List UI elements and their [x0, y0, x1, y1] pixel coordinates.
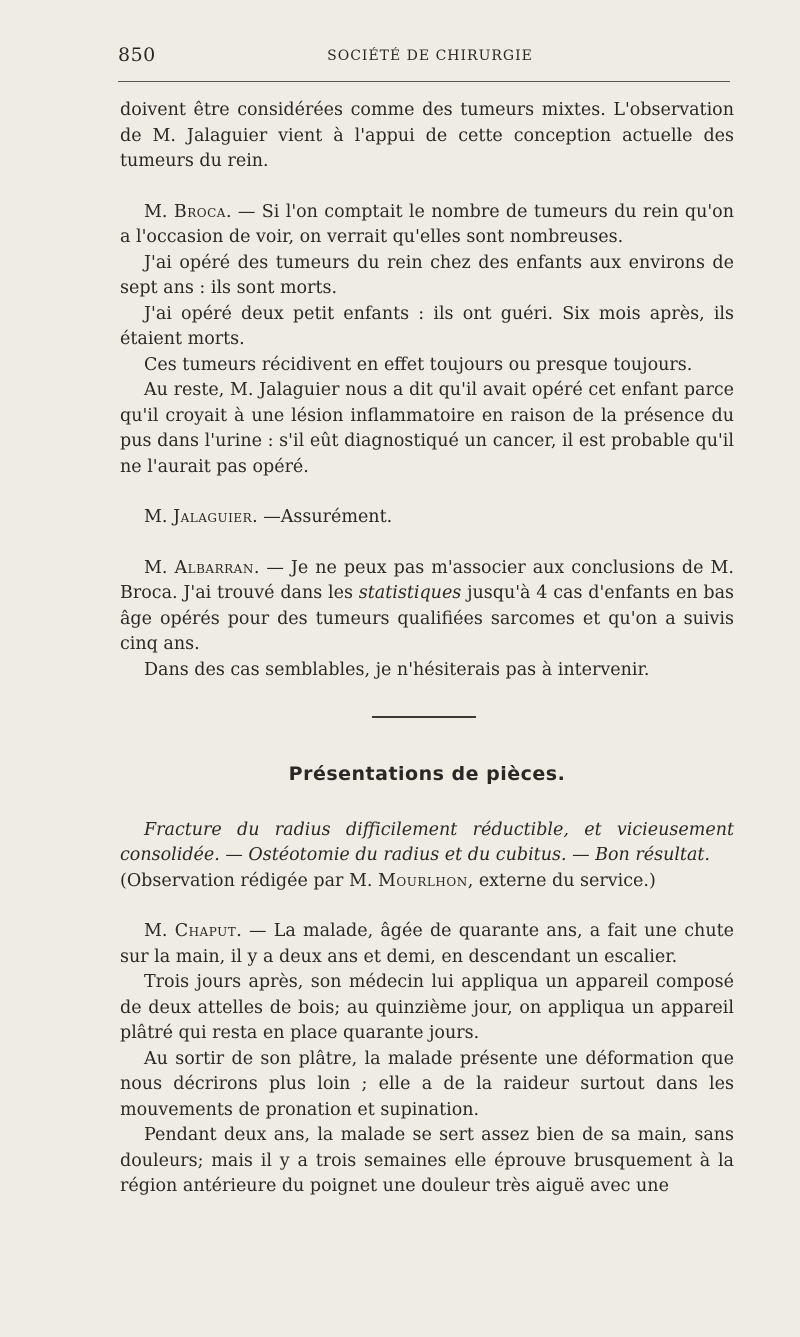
- paragraph: Au sortir de son plâtre, la malade présente une déformation que nous décrirons plus loin ; elle a de la raideur surtout dans les mouvements de pronation et supination.: [120, 1048, 734, 1120]
- page-number: 850: [118, 44, 156, 66]
- paragraph: Ces tumeurs récidivent en effet toujours ou presque toujours.: [144, 354, 693, 375]
- paragraph: J'ai opéré deux petit enfants : ils ont guéri. Six mois après, ils étaient morts.: [120, 303, 734, 349]
- case-heading: [120, 818, 734, 895]
- running-title: SOCIÉTÉ DE CHIRURGIE: [327, 48, 533, 64]
- speaker-name: Albarran: [174, 557, 254, 578]
- speech-text: Si l'on comptait le nombre de tumeurs du rein qu'on a l'occasion de voir, on verrait qu'elles sont nombreuses.: [120, 201, 734, 247]
- paragraph-intro: doivent être considérées comme des tumeurs mixtes. L'observation de M. Jalaguier vient à l'appui de cette conception actuelle des tumeurs du rein.: [120, 100, 734, 171]
- speaker-dash: . —: [253, 557, 291, 578]
- speech-text: La malade, âgée de quarante ans, a fait une chute sur la main, il y a deux ans et demi, en descendant un escalier.: [120, 921, 734, 967]
- section-separator: [372, 716, 476, 718]
- paragraph-chaput: [120, 919, 734, 970]
- italic-term: statistiques: [358, 583, 462, 603]
- speaker-name: Broca: [173, 201, 226, 222]
- speaker-prefix: M.: [144, 507, 168, 527]
- paragraph-jalaguier: [120, 505, 734, 531]
- speaker-prefix: M.: [144, 557, 168, 578]
- page-body: [120, 98, 734, 1200]
- paragraph: Au reste, M. Jalaguier nous a dit qu'il avait opéré cet enfant parce qu'il croyait à une lésion inflammatoire en raison de la présence du pus dans l'urine : s'il eût diagnostiqué un cancer, il est probable qu'il ne l'aurait pas opéré.: [120, 380, 734, 477]
- speaker-prefix: M.: [144, 201, 168, 222]
- speech-text: Je ne peux pas m'associer aux conclusions de M. Broca. J'ai trouvé dans les: [120, 557, 734, 603]
- observer-name: Mourlhon: [378, 870, 468, 891]
- paragraph: Dans des cas semblables, je n'hésiterais pas à intervenir.: [144, 659, 650, 680]
- section-title: Présentations de pièces.: [288, 763, 566, 785]
- paragraph: J'ai opéré des tumeurs du rein chez des enfants aux environs de sept ans : ils sont morts.: [120, 252, 734, 298]
- case-observation: (Observation rédigée par M. Mourlhon, externe du service.): [120, 870, 656, 891]
- speaker-name: Chaput: [174, 921, 237, 941]
- speaker-dash: . —: [225, 201, 262, 222]
- speech-text: Assurément.: [280, 507, 393, 527]
- paragraph: Trois jours après, son médecin lui appliqua un appareil composé de deux attelles de bois; au quinzième jour, on appliqua un appareil plâtré qui resta en place quarante jours.: [120, 972, 734, 1043]
- speaker-prefix: M.: [144, 921, 168, 941]
- speech-text: jusqu'à 4 cas d'enfants en bas âge opérés pour des tumeurs qualifiées sarcomes et qu'on a suivis cinq ans.: [120, 583, 735, 654]
- paragraph: Pendant deux ans, la malade se sert assez bien de sa main, sans douleurs; mais il y a trois semaines elle éprouve brusquement à la région antérieure du poignet une douleur très aiguë avec une: [120, 1125, 734, 1196]
- speaker-dash: . —: [252, 507, 281, 527]
- header-rule: [118, 81, 730, 82]
- speaker-dash: . —: [236, 921, 274, 941]
- speaker-name: Jalaguier: [173, 507, 253, 527]
- case-title: Fracture du radius difficilement réductible, et vicieusement consolidée. — Ostéotomie du radius et du cubitus. — Bon résultat.: [120, 819, 734, 865]
- paragraph-albarran: [120, 556, 734, 658]
- paragraph-broca: [120, 200, 734, 251]
